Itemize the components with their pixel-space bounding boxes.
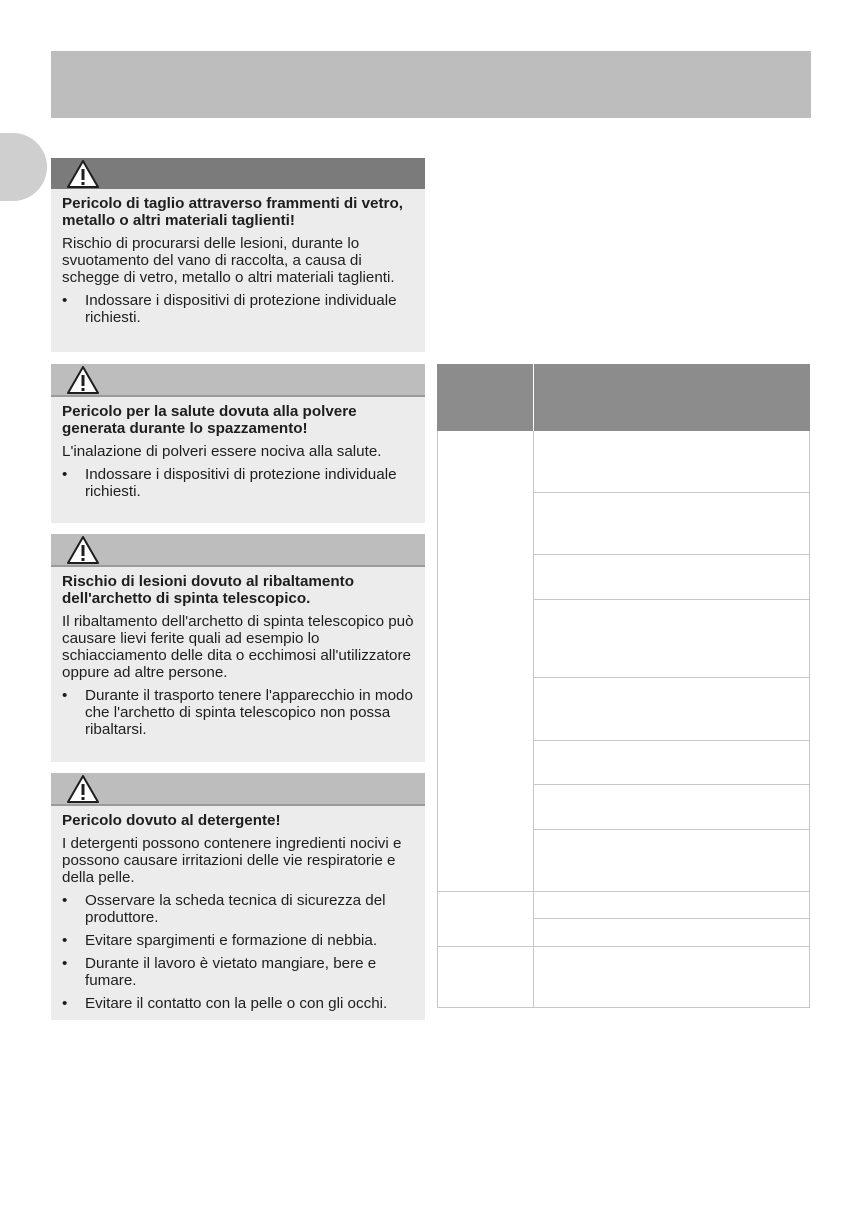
table-group-divider — [437, 946, 810, 947]
warning-bullet: • Indossare i dispositivi di protezione individuale richiesti. — [62, 292, 414, 326]
table-column-divider — [533, 431, 534, 1008]
table-row-divider — [533, 829, 810, 830]
warning-bullet-list — [62, 466, 414, 500]
warning-bullet: • Evitare il contatto con la pelle o con gli occhi. — [62, 995, 414, 1012]
warning-title: Rischio di lesioni dovuto al ribaltamento dell'archetto di spinta telescopico. — [62, 573, 354, 607]
table-header-divider — [533, 364, 534, 431]
table-row-divider — [533, 554, 810, 555]
table-border-right — [809, 431, 810, 1008]
warning-text: L'inalazione di polveri essere nociva alla salute. — [62, 443, 382, 460]
table-row-divider — [533, 677, 810, 678]
warning-triangle-icon — [66, 535, 100, 565]
warning-text: I detergenti possono contenere ingredienti nocivi e possono causare irritazioni delle vie respiratorie e della pelle. — [62, 835, 402, 886]
warning-title: Pericolo per la salute dovuta alla polvere generata durante lo spazzamento! — [62, 403, 357, 437]
table-border-left — [437, 431, 438, 1008]
warning-header — [51, 773, 425, 806]
chapter-tab — [0, 133, 47, 201]
warning-title: Pericolo di taglio attraverso frammenti di vetro, metallo o altri materiali taglienti! — [62, 195, 403, 229]
warning-box-cut-hazard — [51, 158, 425, 352]
warning-bullet-list — [62, 892, 414, 1012]
table-header — [437, 364, 810, 431]
table-border-bottom — [437, 1007, 810, 1008]
warning-bullet-list — [62, 687, 414, 738]
warning-header — [51, 364, 425, 397]
table-row-divider — [533, 918, 810, 919]
table-row-divider — [533, 784, 810, 785]
warning-bullet: • Osservare la scheda tecnica di sicurezza del produttore. — [62, 892, 414, 926]
warning-text: Il ribaltamento dell'archetto di spinta telescopico può causare lievi ferite quali ad esempio lo schiacciamento delle dita o ecchimosi all'utilizzatore oppure ad altre persone. — [62, 613, 414, 681]
warning-title: Pericolo dovuto al detergente! — [62, 812, 281, 829]
warning-text: Rischio di procurarsi delle lesioni, durante lo svuotamento del vano di raccolta, a causa di schegge di vetro, metallo o altri materiali taglienti. — [62, 235, 395, 286]
warning-triangle-icon — [66, 365, 100, 395]
warning-box-dust-hazard — [51, 364, 425, 523]
warning-bullet: • Evitare spargimenti e formazione di nebbia. — [62, 932, 414, 949]
page-header-bar — [51, 51, 811, 118]
warning-box-handle-tipping — [51, 534, 425, 762]
troubleshooting-table — [437, 364, 810, 1008]
warning-header — [51, 534, 425, 567]
table-group-divider — [437, 891, 810, 892]
warning-bullet: • Durante il lavoro è vietato mangiare, bere e fumare. — [62, 955, 414, 989]
warning-header — [51, 158, 425, 189]
warning-box-detergent-hazard — [51, 773, 425, 1020]
warning-triangle-icon — [66, 159, 100, 189]
table-row-divider — [533, 599, 810, 600]
warning-triangle-icon — [66, 774, 100, 804]
table-row-divider — [533, 492, 810, 493]
warning-bullet: • Indossare i dispositivi di protezione individuale richiesti. — [62, 466, 414, 500]
table-row-divider — [533, 740, 810, 741]
warning-bullet: • Durante il trasporto tenere l'apparecchio in modo che l'archetto di spinta telescopico non possa ribaltarsi. — [62, 687, 414, 738]
warning-bullet-list — [62, 292, 414, 326]
